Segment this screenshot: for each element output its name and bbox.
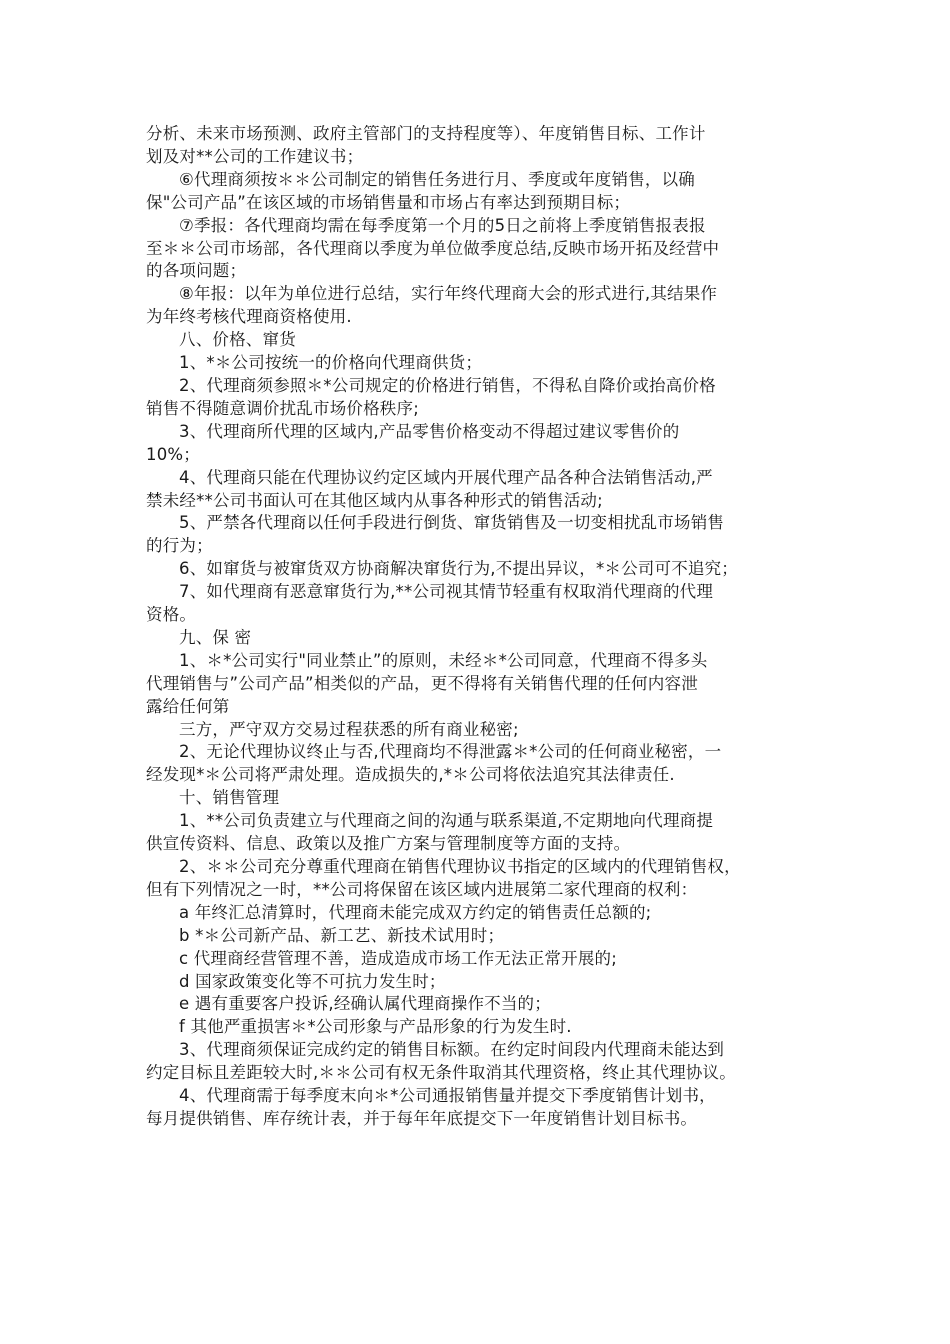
paragraph-p2 (146, 169, 818, 215)
text-line: c 代理商经营管理不善，造成造成市场工作无法正常开展的; (179, 948, 617, 968)
text-line: 为年终考核代理商资格使用. (146, 307, 352, 327)
text-line: 露给任何第 (146, 696, 230, 716)
text-line: 八、价格、窜货 (179, 330, 296, 350)
paragraph-p13 (146, 627, 818, 650)
text-line: 的行为； (146, 536, 213, 556)
text-line: 1、*＊公司按统一的价格向代理商供货； (179, 353, 483, 373)
paragraph-p9 (146, 467, 818, 513)
text-line: b *＊公司新产品、新工艺、新技术试用时； (179, 925, 505, 945)
text-line: a 年终汇总清算时，代理商未能完成双方约定的销售责任总额的; (179, 902, 652, 922)
paragraph-p15 (146, 719, 818, 742)
paragraph-p16 (146, 741, 818, 787)
text-line: 2、代理商须参照＊*公司规定的价格进行销售，不得私自降价或抬高价格 (179, 375, 716, 395)
text-line: f 其他严重损害＊*公司形象与产品形象的行为发生时. (179, 1017, 572, 1037)
paragraph-p19 (146, 856, 818, 902)
text-line: 十、销售管理 (179, 788, 280, 808)
text-line: 代理销售与”公司产品”相类似的产品，更不得将有关销售代理的任何内容泄 (146, 673, 698, 693)
paragraph-p7 (146, 375, 818, 421)
text-line: ⑥代理商须按＊＊公司制定的销售任务进行月、季度或年度销售，以确 (179, 169, 695, 189)
text-line: 3、代理商须保证完成约定的销售目标额。在约定时间段内代理商未能达到 (179, 1040, 725, 1060)
text-line: ⑧年报：以年为单位进行总结，实行年终代理商大会的形式进行,其结果作 (179, 284, 718, 304)
text-line: 经发现*＊公司将严肃处理。造成损失的,*＊公司将依法追究其法律责任. (146, 765, 675, 785)
text-line: 九、保 密 (179, 627, 252, 647)
document-body (146, 123, 818, 1131)
text-line: 至＊＊公司市场部，各代理商以季度为单位做季度总结,反映市场开拓及经营中 (146, 238, 720, 258)
paragraph-p25 (146, 1016, 818, 1039)
text-line: 保"公司产品”在该区域的市场销售量和市场占有率达到预期目标； (146, 192, 631, 212)
paragraph-p17 (146, 787, 818, 810)
paragraph-p5 (146, 329, 818, 352)
text-line: 6、如窜货与被窜货双方协商解决窜货行为,不提出异议，*＊公司可不追究； (179, 559, 738, 579)
text-line: 3、代理商所代理的区域内,产品零售价格变动不得超过建议零售价的 (179, 421, 680, 441)
paragraph-p14 (146, 650, 818, 719)
text-line: 2、＊＊公司充分尊重代理商在销售代理协议书指定的区域内的代理销售权， (179, 857, 741, 876)
text-line: 1、**公司负责建立与代理商之间的沟通与联系渠道,不定期地向代理商提 (179, 811, 714, 831)
text-line: 10%； (146, 444, 200, 464)
text-line: 5、严禁各代理商以任何手段进行倒货、窜货销售及一切变相扰乱市场销售 (179, 513, 725, 533)
text-line: d 国家政策变化等不可抗力发生时； (179, 971, 446, 991)
paragraph-p22 (146, 948, 818, 971)
text-line: 供宣传资料、信息、政策以及推广方案与管理制度等方面的支持。 (146, 834, 631, 854)
text-line: 分析、未来市场预测、政府主管部门的支持程度等）、年度销售目标、工作计 (146, 124, 706, 143)
paragraph-p10 (146, 512, 818, 558)
paragraph-p8 (146, 421, 818, 467)
text-line: 4、代理商只能在代理协议约定区域内开展代理产品各种合法销售活动,严 (179, 467, 713, 487)
text-line: 的各项问题； (146, 261, 247, 281)
text-line: 三方，严守双方交易过程获悉的所有商业秘密; (179, 719, 519, 739)
paragraph-p24 (146, 993, 818, 1016)
text-line: 1、＊*公司实行"同业禁止”的原则，未经＊*公司同意，代理商不得多头 (179, 650, 708, 670)
text-line: 4、代理商需于每季度末向＊*公司通报销售量并提交下季度销售计划书， (179, 1086, 716, 1106)
text-line: 划及对**公司的工作建议书； (146, 146, 364, 166)
paragraph-p11 (146, 558, 818, 581)
text-line: 销售不得随意调价扰乱市场价格秩序; (146, 398, 419, 418)
paragraph-p27 (146, 1085, 818, 1131)
paragraph-p26 (146, 1039, 818, 1085)
paragraph-p4 (146, 283, 818, 329)
text-line: 7、如代理商有恶意窜货行为,**公司视其情节轻重有权取消代理商的代理 (179, 582, 714, 602)
text-line: 资格。 (146, 605, 197, 625)
text-line: 禁未经**公司书面认可在其他区域内从事各种形式的销售活动; (146, 490, 603, 510)
paragraph-p23 (146, 971, 818, 994)
text-line: 2、无论代理协议终止与否,代理商均不得泄露＊*公司的任何商业秘密，一 (179, 742, 722, 762)
text-line: 每月提供销售、库存统计表，并于每年年底提交下一年度销售计划目标书。 (146, 1108, 698, 1128)
paragraph-p12 (146, 581, 818, 627)
paragraph-p21 (146, 925, 818, 948)
paragraph-p1 (146, 123, 818, 169)
paragraph-p18 (146, 810, 818, 856)
text-line: 但有下列情况之一时，**公司将保留在该区域内进展第二家代理商的权利： (146, 879, 698, 899)
paragraph-p6 (146, 352, 818, 375)
paragraph-p3 (146, 215, 818, 284)
text-line: ⑦季报：各代理商均需在每季度第一个月的5日之前将上季度销售报表报 (179, 215, 706, 235)
text-line: e 遇有重要客户投诉,经确认属代理商操作不当的； (179, 994, 551, 1014)
paragraph-p20 (146, 902, 818, 925)
text-line: 约定目标且差距较大时,＊＊公司有权无条件取消其代理资格，终止其代理协议。 (146, 1063, 736, 1083)
